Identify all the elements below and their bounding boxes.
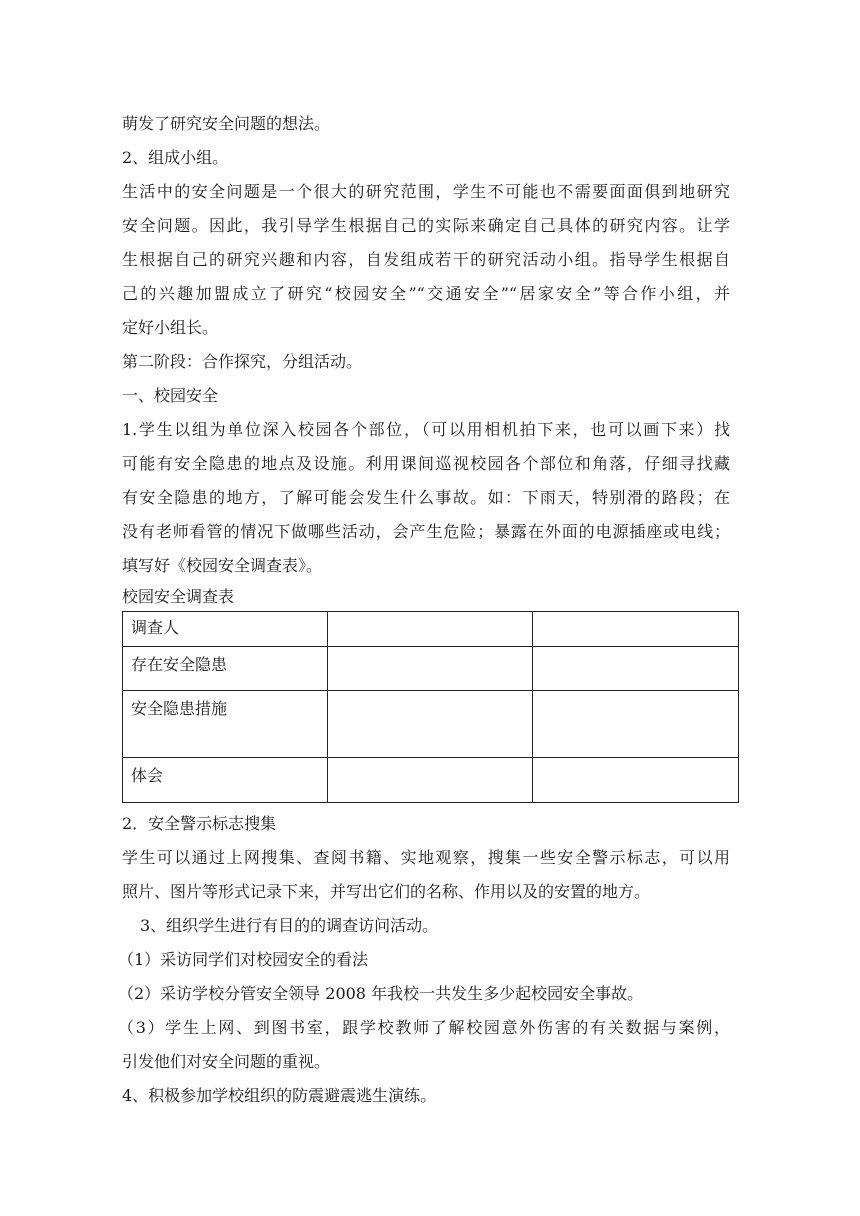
paragraph-line: 没有老师看管的情况下做哪些活动，会产生危险；暴露在外面的电源插座或电线； [122,522,730,541]
paragraph-line: 己的兴趣加盟成立了研究“校园安全”“交通安全”“居家安全”等合作小组，并 [122,284,730,303]
table-cell-label: 调查人 [123,612,328,647]
table-cell-label: 安全隐患措施 [123,691,328,758]
table-cell-label: 存在安全隐患 [123,647,328,691]
paragraph-line: 引发他们对安全问题的重视。 [122,1052,331,1071]
table-cell [328,612,533,647]
list-item: （1）采访同学们对校园安全的看法 [118,950,369,969]
table-caption: 校园安全调查表 [122,587,235,606]
paragraph-line: 安全问题。因此，我引导学生根据自己的实际来确定自己具体的研究内容。让学 [122,216,730,235]
table-cell [328,647,533,691]
table-cell [328,758,533,803]
paragraph-line: 生根据自己的研究兴趣和内容，自发组成若干的研究活动小组。指导学生根据自 [122,250,730,269]
section-heading: 2．安全警示标志搜集 [122,814,277,833]
table-cell [533,691,739,758]
table-cell-label: 体会 [123,758,328,803]
paragraph-line: 照片、图片等形式记录下来，并写出它们的名称、作用以及的安置的地方。 [122,882,651,901]
table-row [123,691,739,758]
section-heading: 3、组织学生进行有目的的调查访问活动。 [140,916,439,935]
paragraph-line: 学生可以通过上网搜集、查阅书籍、实地观察，搜集一些安全警示标志，可以用 [122,848,730,867]
section-heading: 4、积极参加学校组织的防震避震逃生演练。 [122,1086,437,1105]
paragraph-line: 可能有安全隐患的地点及设施。利用课间巡视校园各个部位和角落，仔细寻找藏 [122,454,730,473]
paragraph-line: 定好小组长。 [122,318,219,337]
table-cell [328,691,533,758]
section-heading: 2、组成小组。 [122,148,229,167]
list-item: （3）学生上网、到图书室，跟学校教师了解校园意外伤害的有关数据与案例， [118,1018,730,1037]
table-row [123,612,739,647]
table-cell [533,647,739,691]
table-row [123,647,739,691]
table-cell [533,758,739,803]
table-row [123,758,739,803]
table-cell [533,612,739,647]
stage-heading: 第二阶段：合作探究，分组活动。 [122,352,363,371]
paragraph-line: 有安全隐患的地方，了解可能会发生什么事故。如：下雨天，特别滑的路段；在 [122,488,730,507]
campus-safety-survey-table [122,611,739,803]
list-item: （2）采访学校分管安全领导 2008 年我校一共发生多少起校园安全事故。 [118,984,644,1003]
paragraph-line: 萌发了研究安全问题的想法。 [122,114,331,133]
paragraph-line: 生活中的安全问题是一个很大的研究范围，学生不可能也不需要面面俱到地研究 [122,182,730,201]
paragraph-line: 1.学生以组为单位深入校园各个部位，（可以用相机拍下来，也可以画下来）找 [122,420,730,439]
section-heading: 一、校园安全 [122,386,219,405]
paragraph-line: 填写好《校园安全调查表》。 [122,556,323,575]
